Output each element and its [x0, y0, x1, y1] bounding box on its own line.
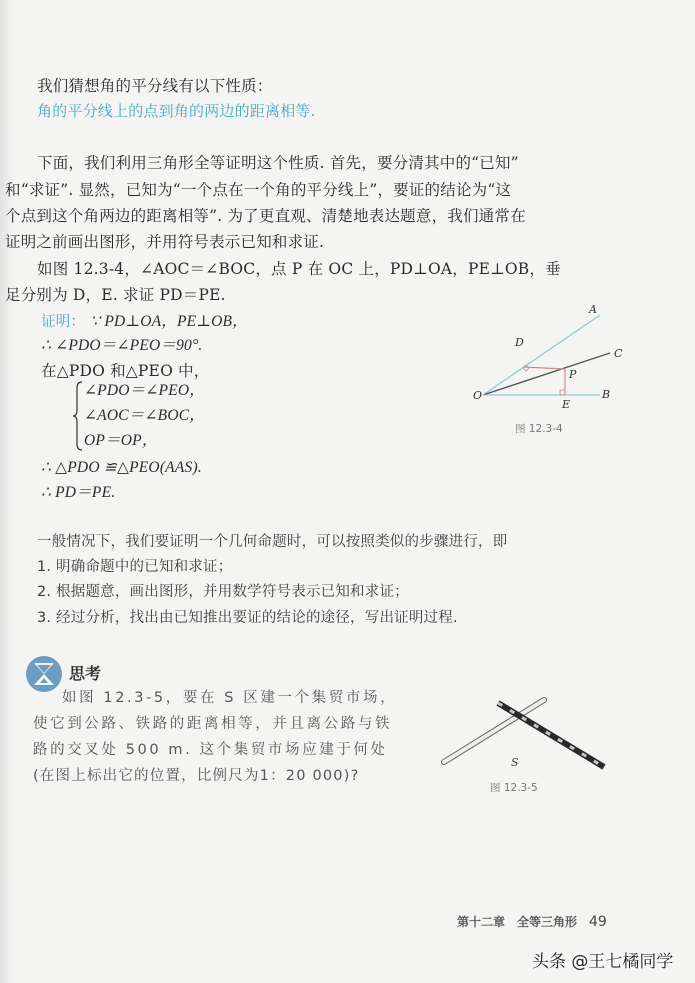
- label-B: B: [602, 388, 611, 401]
- proof-line-4: ∴ △PDO ≌△PEO(AAS).: [41, 459, 202, 476]
- paragraph-line-4: 证明之前画出图形，并用符号表示已知和求证.: [5, 233, 325, 251]
- proof-label: 证明：: [41, 314, 86, 330]
- general-method-text: 一般情况下，我们要证明一个几何命题时，可以按照类似的步骤进行，即: [37, 534, 508, 550]
- think-line-2: 使它到公路、铁路的距离相等，并且离公路与铁: [33, 716, 393, 732]
- step-1: 1. 明确命题中的已知和求证；: [37, 559, 233, 575]
- paragraph-line-1: 下面，我们利用三角形全等证明这个性质. 首先，要分清其中的“已知”: [37, 154, 519, 172]
- proof-line-3: 在△PDO 和△PEO 中，: [41, 362, 210, 380]
- proof-line-5: ∴ PD＝PE.: [41, 484, 116, 501]
- paragraph-line-3: 个点到这个角两边的距离相等”. 为了更直观、清楚地表达题意，我们通常在: [5, 207, 526, 225]
- think-title: 思考: [69, 664, 102, 683]
- problem-line-2: 足分别为 D，E. 求证 PD＝PE.: [5, 286, 226, 304]
- page-number: 49: [589, 914, 607, 930]
- think-line-1: 如图 12.3-5，要在 S 区建一个集贸市场，: [62, 690, 398, 706]
- brace-line-2: ∠AOC＝∠BOC，: [84, 407, 205, 424]
- figure-road-railway: [440, 680, 620, 790]
- think-line-3: 路的交叉处 500 m. 这个集贸市场应建于何处: [33, 742, 388, 758]
- figure-caption-12-3-4: 图 12.3-4: [515, 423, 563, 435]
- figure-caption-12-3-5: 图 12.3-5: [490, 782, 538, 794]
- label-C: C: [614, 347, 623, 360]
- label-O: O: [473, 389, 483, 402]
- proof-given: ∵ PD⊥OA，PE⊥OB，: [90, 313, 248, 330]
- proof-line-1: [41, 311, 248, 332]
- step-2: 2. 根据题意，画出图形，并用数学符号表示已知和求证；: [37, 584, 409, 600]
- proof-line-2: ∴ ∠PDO＝∠PEO＝90°.: [41, 337, 203, 354]
- think-line-4: (在图上标出它的位置，比例尺为1：20 000)?: [33, 768, 360, 784]
- figure-angle-bisector: [470, 300, 640, 440]
- step-3: 3. 经过分析，找出由已知推出要证的结论的途径，写出证明过程.: [37, 610, 458, 626]
- label-S: S: [511, 756, 519, 769]
- label-A: A: [589, 303, 597, 316]
- brace-line-1: ∠PDO＝∠PEO，: [84, 382, 205, 399]
- label-P: P: [569, 368, 577, 381]
- problem-line-1: 如图 12.3-4，∠AOC＝∠BOC，点 P 在 OC 上，PD⊥OA，PE⊥OB，垂: [37, 260, 561, 278]
- property-statement: 角的平分线上的点到角的两边的距离相等.: [37, 102, 316, 120]
- left-brace: [72, 380, 84, 452]
- label-E: E: [562, 398, 571, 411]
- brace-line-3: OP＝OP，: [84, 432, 158, 449]
- paragraph-line-2: 和“求证”. 显然，已知为“一个点在一个角的平分线上”，要证的结论为“这: [5, 181, 512, 199]
- page-footer: [457, 913, 607, 930]
- chapter-title: 第十二章 全等三角形: [457, 915, 578, 929]
- watermark: 头条 @王七橘同学: [532, 952, 674, 972]
- hourglass-icon: [25, 655, 63, 693]
- intro-text: 我们猜想角的平分线有以下性质：: [37, 77, 273, 95]
- page-edge-shadow: [0, 0, 14, 983]
- label-D: D: [515, 336, 524, 349]
